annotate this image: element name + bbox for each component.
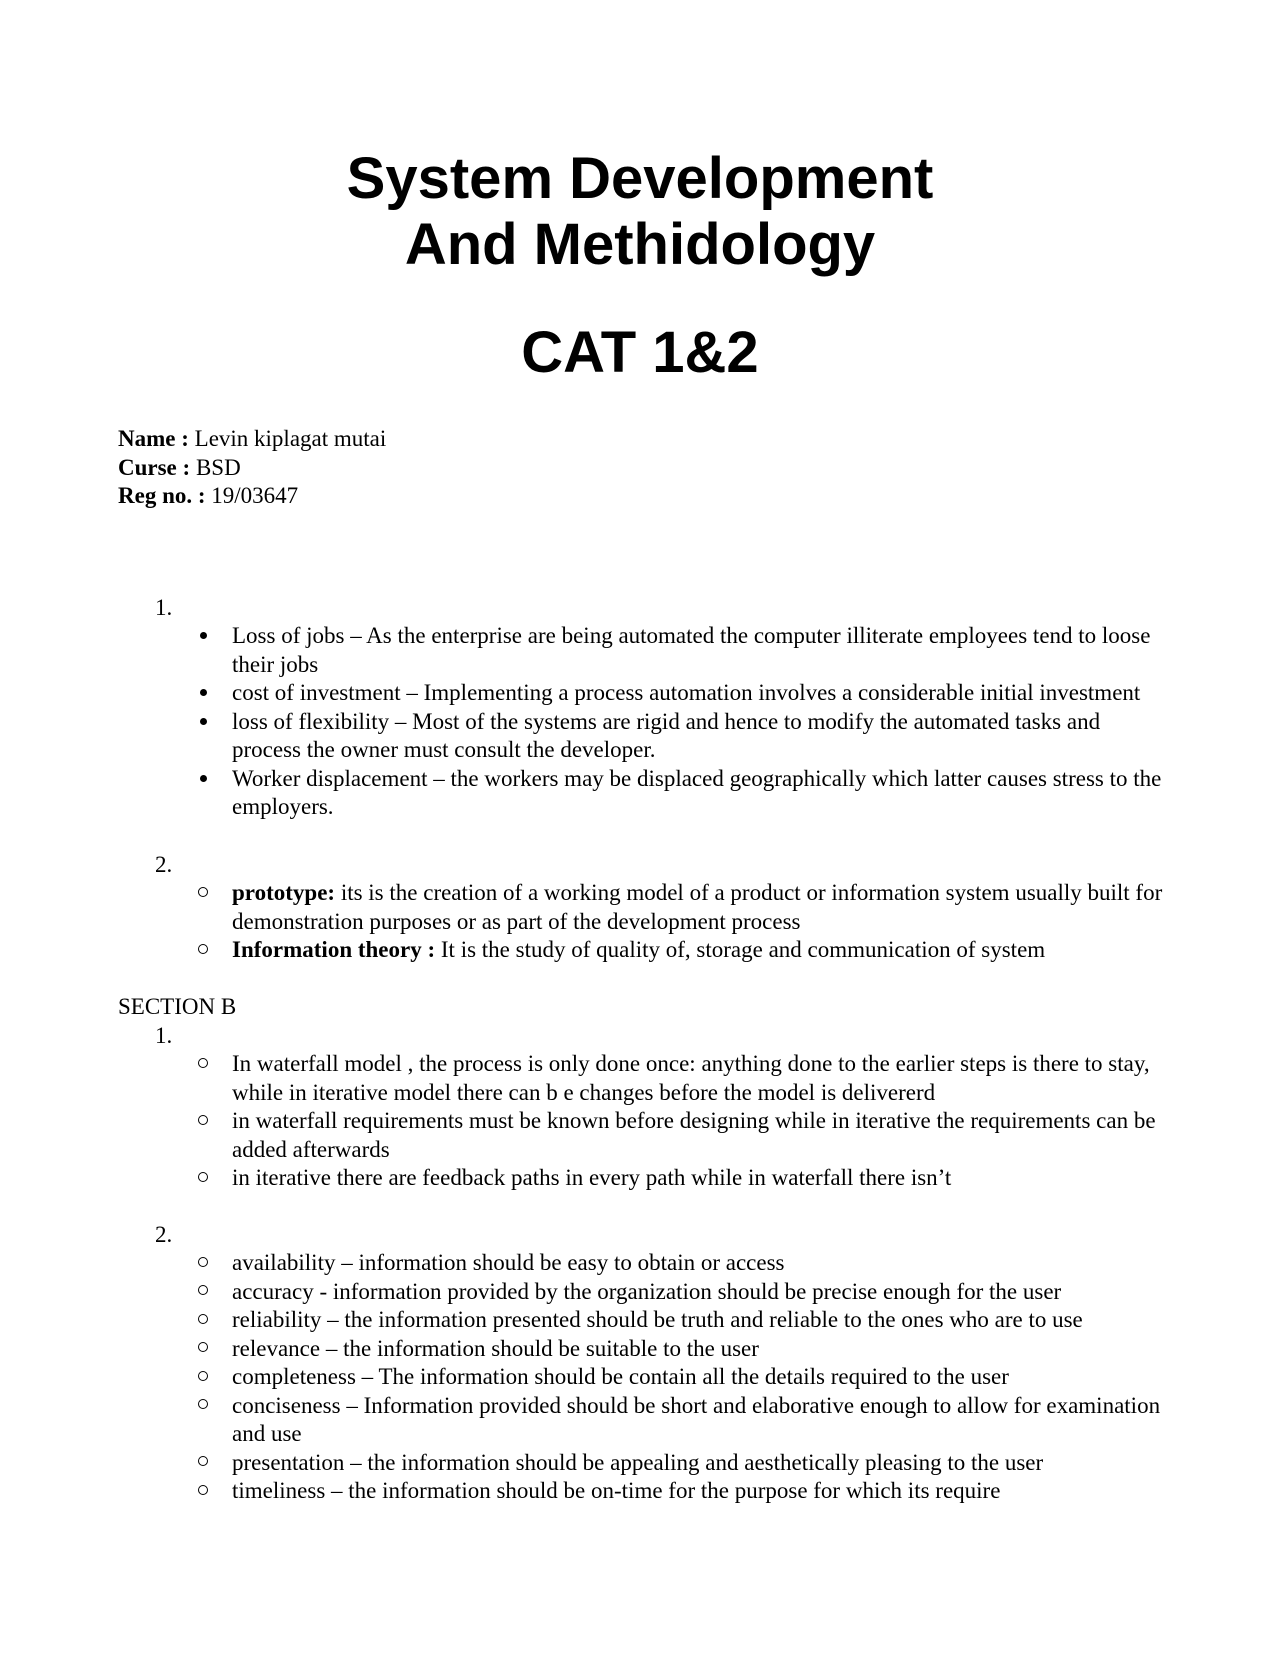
name-label: Name : <box>118 426 189 451</box>
circle-list <box>232 879 1167 965</box>
circle-bullet-icon <box>195 1363 211 1392</box>
bullet-icon <box>195 622 211 651</box>
list-item <box>232 1477 1167 1506</box>
list-item <box>232 622 1167 679</box>
circle-bullet-icon <box>195 936 211 965</box>
list-item-text: cost of investment – Implementing a process automation involves a considerable initial investment <box>232 680 1141 705</box>
list-item <box>232 765 1167 822</box>
circle-bullet-icon <box>195 1306 211 1335</box>
document-title: System Development And Methidology <box>346 146 934 277</box>
list-item <box>232 679 1167 708</box>
list-item-text: timeliness – the information should be on-time for the purpose for which its require <box>232 1478 1001 1503</box>
list-item-text: presentation – the information should be appealing and aesthetically pleasing to the user <box>232 1449 1044 1475</box>
document-subtitle: CAT 1&2 <box>521 320 759 385</box>
circle-bullet-icon <box>195 1249 211 1278</box>
bullet-icon <box>195 765 211 794</box>
list-item-text: relevance – the information should be suitable to the user <box>232 1335 759 1361</box>
question-number: 1. <box>155 1023 173 1048</box>
list-item-text: Loss of jobs – As the enterprise are being automated the computer illiterate employees tend to loose their jobs <box>232 623 1151 677</box>
definition: its is the creation of a working model of a product or information system usually built for demonstration purposes or as part of the development process <box>232 880 1163 934</box>
list-item-text: In waterfall model , the process is only done once: anything done to the earlier steps is there to stay, while in iterative model there can b e changes before the model is delivererd <box>232 1051 1150 1105</box>
circle-bullet-icon <box>195 1335 211 1364</box>
term: Information theory : <box>232 937 436 962</box>
question-number: 2. <box>155 852 173 877</box>
circle-bullet-icon <box>195 879 211 908</box>
list-item <box>232 1306 1167 1335</box>
definition: It is the study of quality of, storage and communication of system <box>435 937 1046 962</box>
circle-bullet-icon <box>195 1278 211 1307</box>
list-item <box>232 1249 1167 1278</box>
student-info <box>118 425 386 511</box>
reg-value: 19/03647 <box>205 483 299 508</box>
bullet-icon <box>195 708 211 737</box>
list-item <box>232 1392 1167 1449</box>
course-line <box>118 454 386 483</box>
circle-bullet-icon <box>195 1050 211 1079</box>
question-number: 1. <box>155 595 173 620</box>
list-item <box>232 1107 1167 1164</box>
bullet-list <box>232 622 1167 822</box>
list-item-text: availability – information should be easy to obtain or access <box>232 1250 785 1275</box>
circle-bullet-icon <box>195 1392 211 1421</box>
course-label: Curse : <box>118 454 191 480</box>
list-item <box>232 1278 1167 1307</box>
circle-list <box>232 1050 1167 1193</box>
list-item <box>232 1050 1167 1107</box>
list-item <box>232 879 1167 936</box>
term: prototype: <box>232 880 336 905</box>
list-item-text: completeness – The information should be contain all the details required to the user <box>232 1364 1009 1389</box>
list-item <box>232 708 1167 765</box>
list-item-text: in waterfall requirements must be known before designing while in iterative the requirements can be added afterwards <box>232 1108 1156 1162</box>
reg-label: Reg no. : <box>118 483 206 508</box>
list-item-text: accuracy - information provided by the organization should be precise enough for the user <box>232 1278 1062 1304</box>
list-item-text: reliability – the information presented should be truth and reliable to the ones who are to use <box>232 1307 1083 1332</box>
reg-line <box>118 482 386 511</box>
name-value: Levin kiplagat mutai <box>188 426 387 451</box>
list-item <box>232 1449 1167 1478</box>
section-heading: SECTION B <box>118 994 237 1019</box>
circle-bullet-icon <box>195 1449 211 1478</box>
list-item <box>232 1363 1167 1392</box>
list-item <box>232 936 1167 965</box>
name-line <box>118 425 386 454</box>
circle-bullet-icon <box>195 1107 211 1136</box>
list-item-text: in iterative there are feedback paths in every path while in waterfall there isn’t <box>232 1165 952 1190</box>
list-item <box>232 1335 1167 1364</box>
list-item-text: conciseness – Information provided should be short and elaborative enough to allow for examination and use <box>232 1392 1161 1446</box>
question-number: 2. <box>155 1222 173 1247</box>
course-value: BSD <box>190 454 241 480</box>
bullet-icon <box>195 679 211 708</box>
circle-bullet-icon <box>195 1164 211 1193</box>
title-block <box>0 146 1280 386</box>
list-item-text: Worker displacement – the workers may be displaced geographically which latter causes stress to the employers. <box>232 765 1162 819</box>
circle-list <box>232 1249 1167 1506</box>
list-item-text: loss of flexibility – Most of the systems are rigid and hence to modify the automated tasks and process the owner must consult the developer. <box>232 708 1101 762</box>
circle-bullet-icon <box>195 1477 211 1506</box>
list-item <box>232 1164 1167 1193</box>
